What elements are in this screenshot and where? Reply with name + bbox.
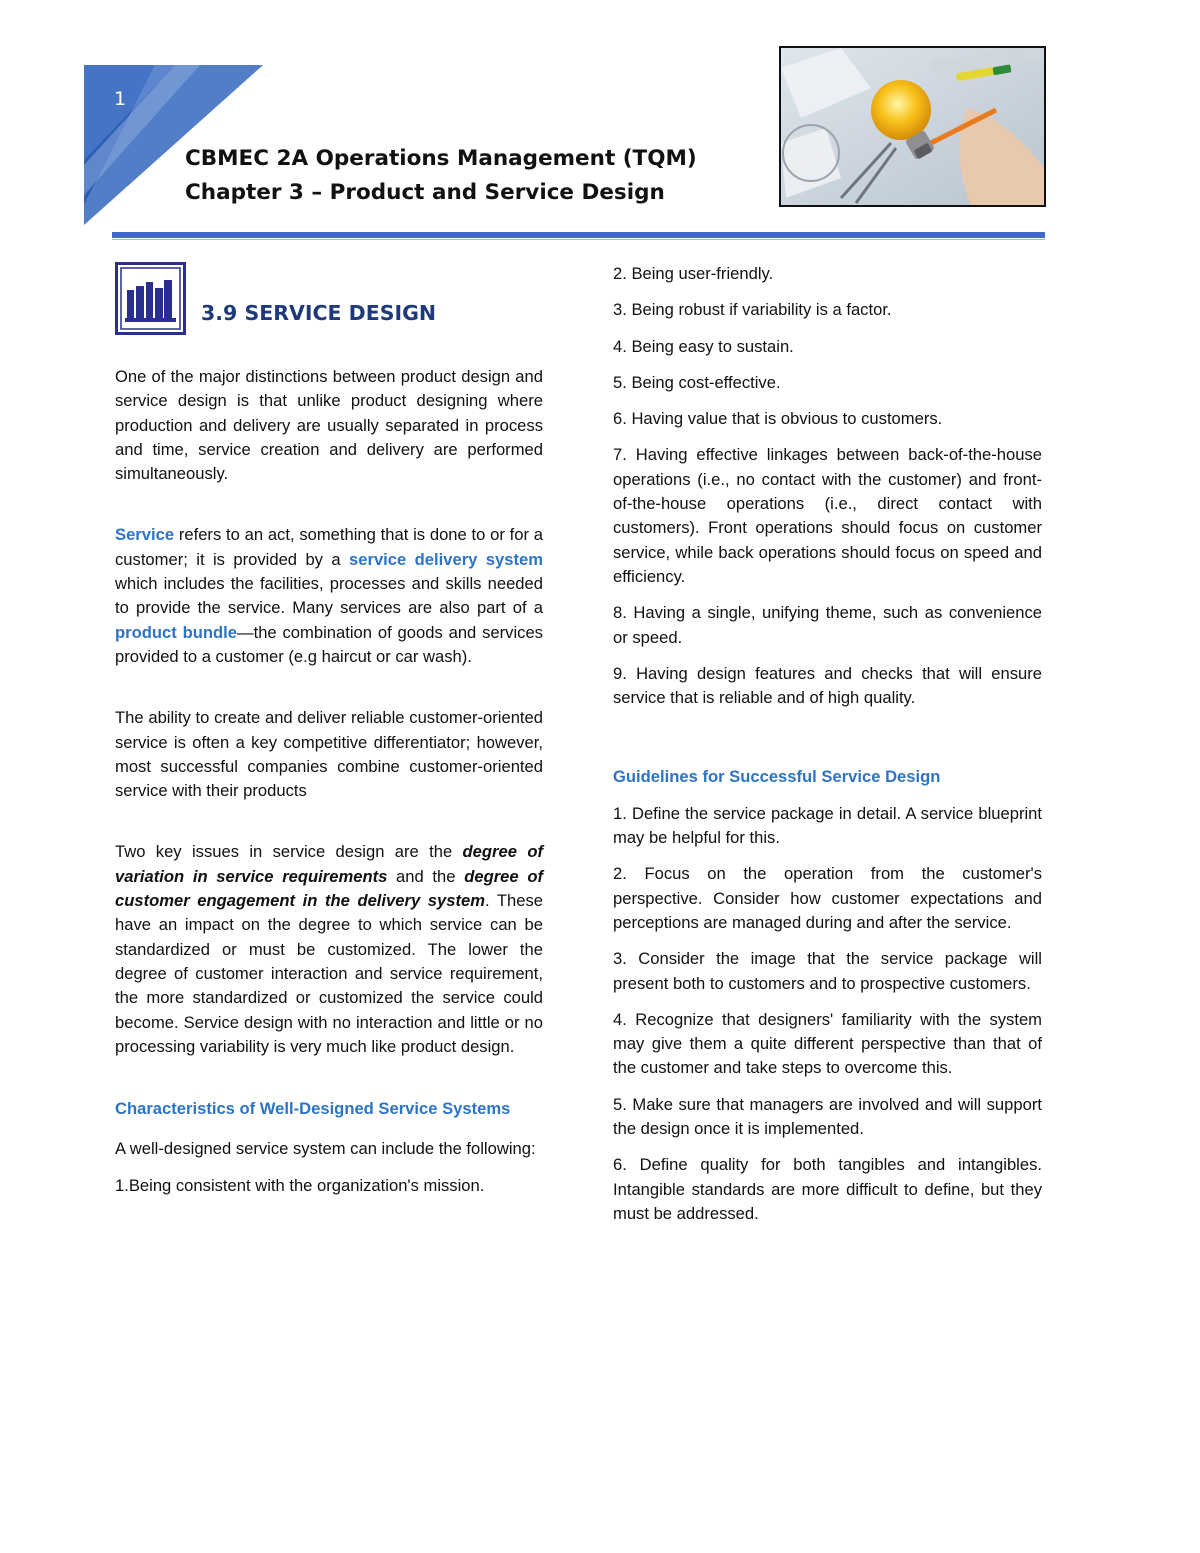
list-item: 8. Having a single, unifying theme, such as convenience or speed. xyxy=(613,603,1042,647)
list-item: 7. Having effective linkages between back-of-the-house operations (i.e., no contact with the customer) and front-of-the-house operations (i.e., direct contact with customers). Front operations should focus on customer service, while back operations should focus on speed and efficiency. xyxy=(613,445,1042,586)
lightbulb-illustration xyxy=(781,48,1044,205)
header-divider-thin xyxy=(112,239,1045,240)
list-item: 2. Focus on the operation from the customer's perspective. Consider how customer expectations and perceptions are managed during and after the service. xyxy=(613,864,1042,932)
list-item: 5. Make sure that managers are involved and will support the design once it is implemented. xyxy=(613,1094,1042,1139)
guidelines-heading: Guidelines for Successful Service Design xyxy=(613,767,941,787)
header-lightbulb-image xyxy=(779,46,1046,207)
characteristics-heading: Characteristics of Well-Designed Service Systems xyxy=(115,1099,511,1119)
list-item: 4. Being easy to sustain. xyxy=(613,336,794,356)
term-degree-of-engagement: degree of customer engagement in the delivery system xyxy=(115,866,543,911)
key-issues-paragraph: Two key issues in service design are the degree of variation in service requirements and the degree of customer engagement in the delivery system. These have an impact on the degree to which service can be standardized or must be customized. The lower the degree of customer interaction and service requirement, the more standardized or customized the service could become. Service design with no interaction and little or no processing variability is very much like product design. xyxy=(115,842,543,1056)
term-service-delivery-system: service delivery system xyxy=(349,549,543,569)
left-column xyxy=(115,262,543,1210)
list-item: 1.Being consistent with the organization's mission. xyxy=(115,1175,485,1195)
term-degree-of-variation: degree of variation in service requirements xyxy=(115,842,543,886)
list-item: 6. Having value that is obvious to customers. xyxy=(613,409,943,429)
list-item: 5. Being cost-effective. xyxy=(613,372,781,392)
chapter-title: Chapter 3 – Product and Service Design xyxy=(185,180,665,205)
intro-paragraph: One of the major distinctions between product design and service design is that unlike product designing where production and delivery are usually separated in process and time, service creation and delivery are performed simultaneously. xyxy=(115,367,543,484)
right-column xyxy=(613,262,1042,1238)
characteristics-intro: A well-designed service system can include the following: xyxy=(115,1139,536,1159)
service-definition-paragraph: Service refers to an act, something that is done to or for a customer; it is provided by a service delivery system which includes the facilities, processes and skills needed to provide the service. Many services are also part of a product bundle—the combination of goods and services provided to a customer (e.g haircut or car wash). xyxy=(115,525,543,666)
page-number: 1 xyxy=(114,88,127,110)
list-item: 9. Having design features and checks that will ensure service that is reliable and of high quality. xyxy=(613,663,1042,708)
course-title: CBMEC 2A Operations Management (TQM) xyxy=(185,146,697,171)
page-title xyxy=(185,142,697,210)
list-item: 2. Being user-friendly. xyxy=(613,264,774,283)
list-item: 6. Define quality for both tangibles and intangibles. Intangible standards are more difficult to define, but they must be addressed. xyxy=(613,1155,1042,1223)
list-item: 3. Being robust if variability is a factor. xyxy=(613,300,892,320)
list-item: 3. Consider the image that the service package will present both to customers and to prospective customers. xyxy=(613,949,1042,993)
term-service: Service xyxy=(115,525,175,545)
list-item: 1. Define the service package in detail. A service blueprint may be helpful for this. xyxy=(613,803,1042,848)
list-item: 4. Recognize that designers' familiarity with the system may give them a quite different perspective than that of the customer and take steps to overcome this. xyxy=(613,1009,1042,1078)
ability-paragraph: The ability to create and deliver reliable customer-oriented service is often a key competitive differentiator; however, most successful companies combine customer-oriented service with their products xyxy=(115,708,543,801)
section-title: 3.9 SERVICE DESIGN xyxy=(201,301,437,325)
term-product-bundle: product bundle xyxy=(115,622,237,642)
header-divider xyxy=(112,232,1045,238)
